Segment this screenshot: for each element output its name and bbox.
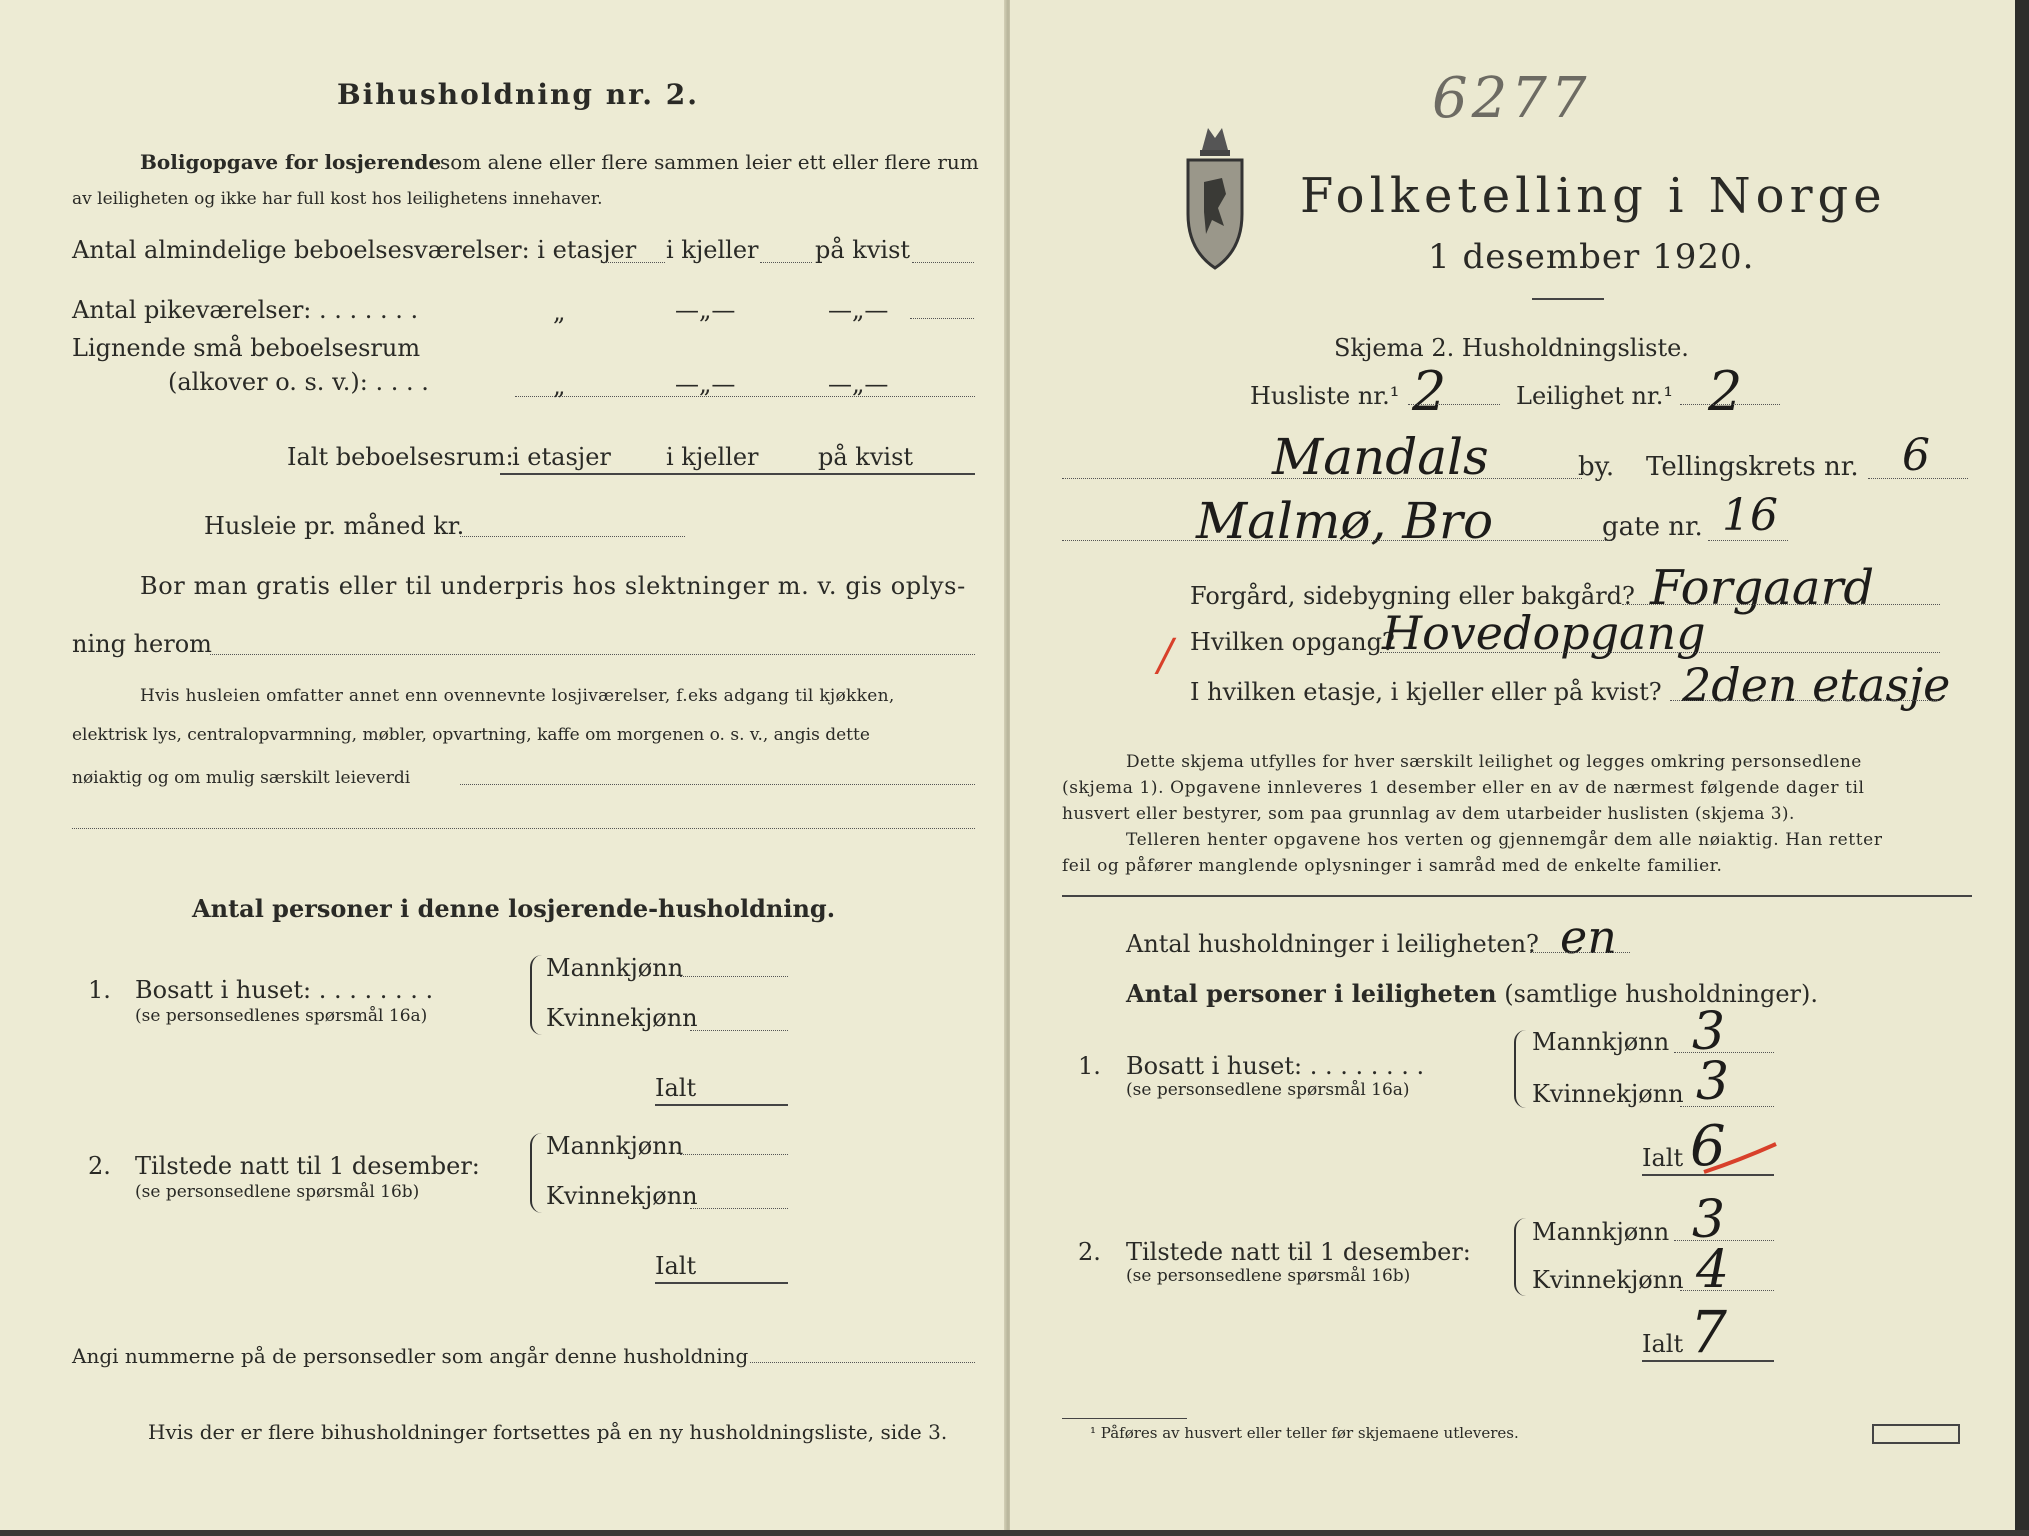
left-q2-kvinne: Kvinnekjønn — [546, 1182, 698, 1210]
pike-ditto-3: —„— — [828, 296, 889, 324]
right-q1-mann: Mannkjønn — [1532, 1028, 1670, 1056]
right-q1-mann-value: 3 — [1692, 1002, 1726, 1062]
left-q2-sub: (se personsedlene spørsmål 16b) — [135, 1182, 420, 1202]
skjema-label: Skjema 2. Husholdningsliste. — [1334, 334, 1689, 362]
right-q1-num: 1. — [1078, 1052, 1101, 1080]
left-title: Bihusholdning nr. 2. — [337, 78, 699, 111]
right-q1-ialt-value: 6 — [1690, 1114, 1726, 1179]
lignende-ditto-2: —„— — [675, 370, 736, 398]
hush-line — [1530, 952, 1630, 953]
left-q1-ialt-line — [655, 1104, 788, 1106]
bor-line — [210, 654, 975, 655]
husleie-line — [460, 536, 685, 537]
right-q1-sub: (se personsedlene spørsmål 16a) — [1126, 1080, 1410, 1100]
right-title: Folketelling i Norge — [1300, 168, 1887, 224]
info-line3: husvert eller bestyrer, som paa grunnlag av dem utarbeider huslisten (skjema 3). — [1062, 804, 1795, 824]
right-q1-brace — [1514, 1030, 1526, 1108]
gate-label: gate nr. — [1602, 512, 1703, 542]
footnote: ¹ Påføres av husvert eller teller før skjemaene utleveres. — [1090, 1424, 1519, 1442]
ialt-kvist: på kvist — [818, 443, 914, 471]
blank-line — [72, 828, 975, 829]
title-rule — [1532, 298, 1604, 300]
by-line — [1062, 478, 1582, 479]
hvis-line3: nøiaktig og om mulig særskilt leieverdi — [72, 768, 411, 788]
coat-of-arms-icon — [1182, 122, 1248, 270]
printer-stamp — [1872, 1424, 1960, 1444]
opgang-label: Hvilken opgang? — [1190, 628, 1395, 656]
left-q1-ialt: Ialt — [655, 1074, 697, 1102]
red-check-icon — [1700, 1138, 1780, 1178]
right-q1-label: Bosatt i huset: . . . . . . . . — [1126, 1052, 1425, 1080]
lignende-ditto-3: —„— — [828, 370, 889, 398]
right-q2-mann: Mannkjønn — [1532, 1218, 1670, 1246]
info-line1: Dette skjema utfylles for hver særskilt leilighet og legges omkring personsedlene — [1126, 752, 1862, 772]
bor-line1: Bor man gratis eller til underpris hos slektninger m. v. gis oplys- — [140, 572, 966, 600]
bor-line2: ning herom — [72, 630, 212, 658]
gate-value: Malmø, Bro — [1196, 492, 1494, 550]
rooms-kjeller-line — [760, 262, 812, 263]
hvis-line — [460, 784, 975, 785]
forgard-line — [1622, 604, 1940, 605]
left-q1-mann: Mannkjønn — [546, 954, 684, 982]
lignende-line — [515, 396, 975, 397]
gate-nr-value: 16 — [1722, 490, 1778, 541]
rooms-kvist-line — [912, 262, 974, 263]
etasje-label: I hvilken etasje, i kjeller eller på kvist? — [1190, 678, 1662, 706]
rooms-etasjer-line — [605, 262, 665, 263]
left-q2-ialt-line — [655, 1282, 788, 1284]
info-line2: (skjema 1). Opgavene innleveres 1 desember eller en av de nærmest følgende dager til — [1062, 778, 1865, 798]
pers-title: Antal personer i leiligheten (samtlige husholdninger). — [1126, 979, 1819, 1008]
krets-label: Tellingskrets nr. — [1646, 452, 1859, 482]
husliste-value: 2 — [1412, 360, 1447, 423]
left-q2-brace — [530, 1133, 542, 1213]
forgard-value: Forgaard — [1650, 560, 1875, 616]
footnote-rule — [1062, 1418, 1187, 1419]
ialt-kjeller: i kjeller — [666, 443, 759, 471]
page-edge-right — [2015, 0, 2029, 1536]
left-page — [0, 0, 1006, 1536]
forgard-label: Forgård, sidebygning eller bakgård? — [1190, 582, 1635, 610]
left-q1-kvinne-line — [690, 1030, 788, 1031]
left-q2-label: Tilstede natt til 1 desember: — [135, 1152, 480, 1180]
left-q1-mann-line — [680, 976, 788, 977]
info-rule — [1062, 895, 1972, 897]
right-q2-kvinne-value: 4 — [1696, 1240, 1730, 1300]
left-q1-brace — [530, 955, 542, 1035]
pike-label: Antal pikeværelser: . . . . . . . — [72, 296, 419, 324]
etasje-line — [1670, 700, 1940, 701]
right-q2-mann-value: 3 — [1692, 1190, 1726, 1250]
ialt-beboelsesrum-label: Ialt beboelsesrum: — [287, 443, 514, 471]
right-q1-kvinne-line — [1680, 1106, 1774, 1107]
lignende-ditto-1: „ — [553, 372, 566, 400]
intro-bold: Boligopgave for losjerende — [140, 150, 442, 174]
husliste-label: Husliste nr.¹ — [1250, 382, 1400, 410]
right-q2-ialt-value: 7 — [1690, 1298, 1727, 1366]
hush-label: Antal husholdninger i leiligheten? — [1126, 930, 1539, 958]
right-q2-ialt: Ialt — [1642, 1330, 1684, 1358]
intro-rest: som alene eller flere sammen leier ett eller flere rum — [440, 150, 979, 174]
angi-line — [750, 1362, 975, 1363]
left-q1-num: 1. — [88, 976, 111, 1004]
margin-mark: / — [1158, 630, 1173, 681]
left-footer: Hvis der er flere bihusholdninger fortsettes på en ny husholdningsliste, side 3. — [148, 1420, 948, 1444]
husleie-label: Husleie pr. måned kr. — [204, 512, 465, 540]
hvis-line2: elektrisk lys, centralopvarmning, møbler, opvartning, kaffe om morgenen o. s. v., angis dette — [72, 725, 870, 745]
left-q2-mann-line — [680, 1154, 788, 1155]
left-q1-sub: (se personsedlenes spørsmål 16a) — [135, 1006, 428, 1026]
left-q2-mann: Mannkjønn — [546, 1132, 684, 1160]
leilighet-value: 2 — [1708, 360, 1743, 423]
rooms-kvist: på kvist — [815, 236, 911, 264]
hvis-line1: Hvis husleien omfatter annet enn ovennevnte losjiværelser, f.eks adgang til kjøkken, — [140, 686, 895, 706]
gate-nr-line — [1708, 540, 1788, 541]
opgang-line — [1380, 652, 1940, 653]
antal-title: Antal personer i denne losjerende-husholdning. — [192, 894, 836, 923]
right-q1-kvinne: Kvinnekjønn — [1532, 1080, 1684, 1108]
ialt-underline — [500, 473, 975, 475]
pike-line — [910, 318, 974, 319]
left-q2-ialt: Ialt — [655, 1252, 697, 1280]
right-q2-label: Tilstede natt til 1 desember: — [1126, 1238, 1471, 1266]
right-q2-sub: (se personsedlene spørsmål 16b) — [1126, 1266, 1411, 1286]
by-value: Mandals — [1272, 428, 1489, 486]
angi-label: Angi nummerne på de personsedler som angår denne husholdning — [72, 1344, 749, 1368]
right-q2-kvinne-line — [1680, 1290, 1774, 1291]
right-q1-kvinne-value: 3 — [1696, 1052, 1730, 1112]
right-date: 1 desember 1920. — [1428, 237, 1755, 277]
rooms-kjeller: i kjeller — [666, 236, 759, 264]
page-edge-bottom — [0, 1530, 2029, 1536]
gate-line — [1062, 540, 1612, 541]
krets-value: 6 — [1902, 430, 1930, 481]
right-q2-num: 2. — [1078, 1238, 1101, 1266]
lignende-line2: (alkover o. s. v.): . . . . — [168, 368, 429, 396]
ialt-etasjer: i etasjer — [512, 443, 611, 471]
lignende-line1: Lignende små beboelsesrum — [72, 334, 421, 362]
left-q1-kvinne: Kvinnekjønn — [546, 1004, 698, 1032]
stamp-number: 6277 — [1432, 66, 1591, 131]
rooms-label: Antal almindelige beboelsesværelser: i etasjer — [72, 236, 637, 264]
intro-line2: av leiligheten og ikke har full kost hos leilighetens innehaver. — [72, 189, 603, 209]
right-q2-kvinne: Kvinnekjønn — [1532, 1266, 1684, 1294]
pike-ditto-1: „ — [553, 298, 566, 326]
right-page — [1010, 0, 2029, 1536]
leilighet-label: Leilighet nr.¹ — [1516, 382, 1674, 410]
left-q1-label: Bosatt i huset: . . . . . . . . — [135, 976, 434, 1004]
right-q2-ialt-line — [1642, 1360, 1774, 1362]
info-line5: feil og påfører manglende oplysninger i samråd med de enkelte familier. — [1062, 856, 1723, 876]
info-line4: Telleren henter opgavene hos verten og gjennemgår dem alle nøiaktig. Han retter — [1126, 830, 1883, 850]
pike-ditto-2: —„— — [675, 296, 736, 324]
right-q1-ialt: Ialt — [1642, 1144, 1684, 1172]
leilighet-line — [1680, 404, 1780, 405]
left-q2-kvinne-line — [690, 1208, 788, 1209]
right-q2-brace — [1514, 1218, 1526, 1296]
hush-value: en — [1560, 910, 1617, 964]
etasje-value: 2den etasje — [1682, 658, 1951, 712]
by-label: by. — [1578, 452, 1615, 482]
husliste-line — [1408, 404, 1500, 405]
opgang-value: Hovedopgang — [1382, 606, 1706, 660]
krets-line — [1868, 478, 1968, 479]
left-q2-num: 2. — [88, 1152, 111, 1180]
